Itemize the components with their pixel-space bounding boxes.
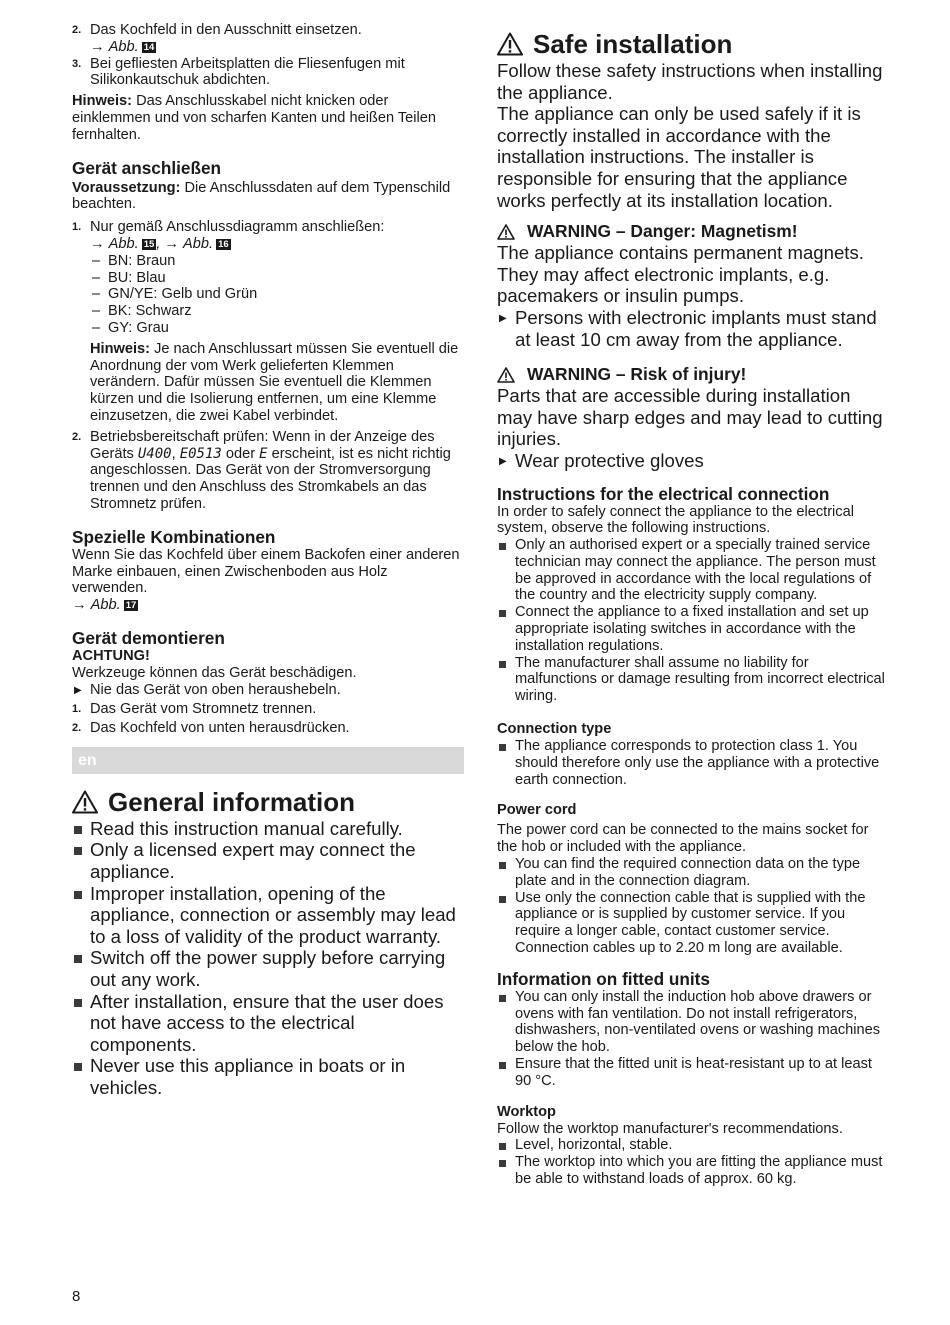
section-heading-dismantle: Gerät demontieren (72, 627, 225, 648)
list-item: Only a licensed expert may connect the appliance. (72, 839, 464, 882)
list-item: Never use this appliance in boats or in vehicles. (72, 1055, 464, 1098)
list-item: 1. Nur gemäß Anschlussdiagramm anschließen: → Abb. 15 , → Abb. 16 – BN: Braun – BU: Blau – GN/YE: Gelb und Grün – BK: Schwarz – GY: Grau Hinweis: Je nach Anschlussart müssen Sie eventuell die Anordnung der vom Werk gelieferten Klemmen verändern. Dafür müssen Sie eventuell die Klemmen kürzen und die Isolierung entfernen, um eine Klemme einzusetzen, die zwei Kabel verbindet. (72, 219, 464, 425)
list-item: The manufacturer shall assume no liability for malfunctions or damage resulting from incorrect electrical wiring. (497, 655, 890, 705)
section-heading-safe-installation: Safe installation (497, 28, 890, 60)
wire-color-list (90, 253, 464, 337)
triangle-bullet-icon: ▶ (499, 312, 507, 324)
list-item: 3. Bei gefliesten Arbeitsplatten die Fliesenfugen mit Silikonkautschuk abdichten. (72, 55, 405, 89)
caution-label: ACHTUNG! (72, 647, 150, 664)
electrical-list (497, 537, 890, 705)
triangle-bullet-icon: ▶ (499, 455, 507, 467)
safe-intro-1: Follow these safety instructions when installing the appliance. (497, 60, 883, 103)
list-item: Ensure that the fitted unit is heat-resistant up to at least 90 °C. (497, 1056, 890, 1090)
section-heading-worktop: Worktop (497, 1103, 556, 1120)
list-item: Level, horizontal, stable. (497, 1137, 890, 1154)
warning-heading-magnetism: WARNING – Danger: Magnetism! (497, 221, 890, 242)
list-item: – GN/YE: Gelb und Grün (92, 286, 258, 303)
section-heading-electrical: Instructions for the electrical connection (497, 483, 830, 504)
list-item: Connect the appliance to a fixed installation and set up appropriate isolating switches in accordance with the installation regulations. (497, 604, 890, 654)
list-item: 2. Das Kochfeld von unten herausdrücken. (72, 720, 350, 737)
section-heading-connect: Gerät anschließen (72, 157, 222, 178)
list-item: 1. Das Gerät vom Stromnetz trennen. (72, 701, 317, 718)
list-item: – BK: Schwarz (92, 303, 192, 320)
left-column (72, 22, 464, 1099)
section-heading-fitted-units: Information on fitted units (497, 968, 710, 989)
display-code: E0513 (179, 445, 222, 462)
section-heading-general: General information (72, 786, 464, 818)
language-tab: en (72, 747, 464, 774)
list-item: Read this instruction manual carefully. (72, 818, 464, 840)
caution-text: Werkzeuge können das Gerät beschädigen. (72, 664, 357, 681)
fitted-units-list (497, 989, 890, 1090)
electrical-intro: In order to safely connect the appliance to the electrical system, observe the following instructions. (497, 503, 854, 537)
worktop-intro: Follow the worktop manufacturer's recommendations. (497, 1120, 843, 1137)
list-item: 2. Betriebsbereitschaft prüfen: Wenn in der Anzeige des Geräts U400, E0513 oder E erscheint, ist es nicht richtig angeschlossen. Das Gerät von der Stromversorgung trennen und den Anschluss des Stromkabels an das Stromnetz prüfen. (72, 428, 451, 512)
safe-intro-2: The appliance can only be used safely if it is correctly installed in accordance with the installation instructions. The installer is responsible for ensuring that the appliance works perfectly at its installation location. (497, 103, 861, 211)
general-info-list (72, 818, 464, 1099)
list-item: The appliance corresponds to protection class 1. You should therefore only use the appliance with a protective earth connection. (497, 738, 890, 788)
list-item: You can only install the induction hob above drawers or ovens with fan ventilation. Do not install refrigerators, dishwashers, non-ventilated ovens or washing machines below the hob. (497, 989, 890, 1056)
section-heading-combinations: Spezielle Kombinationen (72, 526, 276, 547)
list-item: After installation, ensure that the user does not have access to the electrical components. (72, 991, 464, 1056)
section-heading-connection-type: Connection type (497, 721, 612, 738)
warning-triangle-icon (497, 367, 515, 383)
list-item: The worktop into which you are fitting the appliance must be able to withstand loads of approx. 60 kg. (497, 1154, 890, 1188)
section-heading-power-cord: Power cord (497, 802, 577, 819)
list-item: Switch off the power supply before carrying out any work. (72, 947, 464, 990)
list-item: – GY: Grau (92, 319, 169, 336)
hint-note: Hinweis: Je nach Anschlussart müssen Sie eventuell die Anordnung der vom Werk gelieferten Klemmen verändern. Dafür müssen Sie eventuell die Klemmen kürzen und die Isolierung entfernen, um eine Klemme einzusetzen, die zwei Kabel verbindet. (90, 340, 459, 424)
caution-action: ▶ Nie das Gerät von oben heraushebeln. (74, 681, 341, 698)
connection-type-list (497, 738, 890, 788)
warning-triangle-icon (497, 32, 523, 56)
list-item: Use only the connection cable that is supplied with the appliance or is supplied by customer service. If you require a longer cable, contact customer service. Connection cables up to 2.20 m long are available. (497, 890, 890, 957)
warning-triangle-icon (497, 224, 515, 240)
list-item: 2. Das Kochfeld in den Ausschnitt einsetzen. → Abb. 14 (72, 22, 362, 55)
warning-text-magnetism: The appliance contains permanent magnets. They may affect electronic implants, e.g. pacemakers or insulin pumps. (497, 242, 864, 307)
dismantle-steps (72, 701, 464, 737)
display-code: E (259, 445, 268, 462)
warning-triangle-icon (72, 790, 98, 814)
page-number: 8 (72, 1288, 81, 1305)
warning-heading-injury: WARNING – Risk of injury! (497, 364, 890, 385)
figure-reference: → Abb. 14 (90, 38, 155, 55)
combo-text: Wenn Sie das Kochfeld über einem Backofen einer anderen Marke einbauen, einen Zwischenboden aus Holz verwenden. → Abb. 17 (72, 546, 460, 614)
worktop-list (497, 1137, 890, 1187)
precondition-note: Voraussetzung: Die Anschlussdaten auf dem Typenschild beachten. (72, 179, 451, 213)
warning-action-magnetism: ▶ Persons with electronic implants must stand at least 10 cm away from the appliance. (499, 306, 877, 350)
triangle-bullet-icon: ▶ (74, 684, 82, 696)
figure-reference: → Abb. 17 (72, 597, 137, 614)
power-cord-intro: The power cord can be connected to the mains socket for the hob or included with the appliance. (497, 822, 869, 856)
list-item: – BU: Blau (92, 269, 166, 286)
list-item: You can find the required connection data on the type plate and in the connection diagram. (497, 856, 890, 890)
connect-steps (72, 219, 464, 513)
figure-reference: → Abb. 15 , → Abb. 16 (90, 235, 229, 252)
display-code: U400 (137, 445, 172, 462)
warning-action-injury: ▶ Wear protective gloves (499, 449, 704, 471)
list-item: Only an authorised expert or a specially trained service technician may connect the appliance. The person must be approved in accordance with the local regulations of the country and the electricity supply company. (497, 537, 890, 604)
list-item: – BN: Braun (92, 252, 176, 269)
power-cord-list (497, 856, 890, 957)
hint-note: Hinweis: Das Anschlusskabel nicht knicken oder einklemmen und von scharfen Kanten und heißen Teilen fernhalten. (72, 93, 437, 143)
right-column (497, 22, 890, 1188)
install-steps (72, 22, 464, 89)
list-item: Improper installation, opening of the appliance, connection or assembly may lead to a loss of validity of the product warranty. (72, 883, 464, 948)
warning-text-injury: Parts that are accessible during installation may have sharp edges and may lead to cutting injuries. (497, 385, 883, 450)
